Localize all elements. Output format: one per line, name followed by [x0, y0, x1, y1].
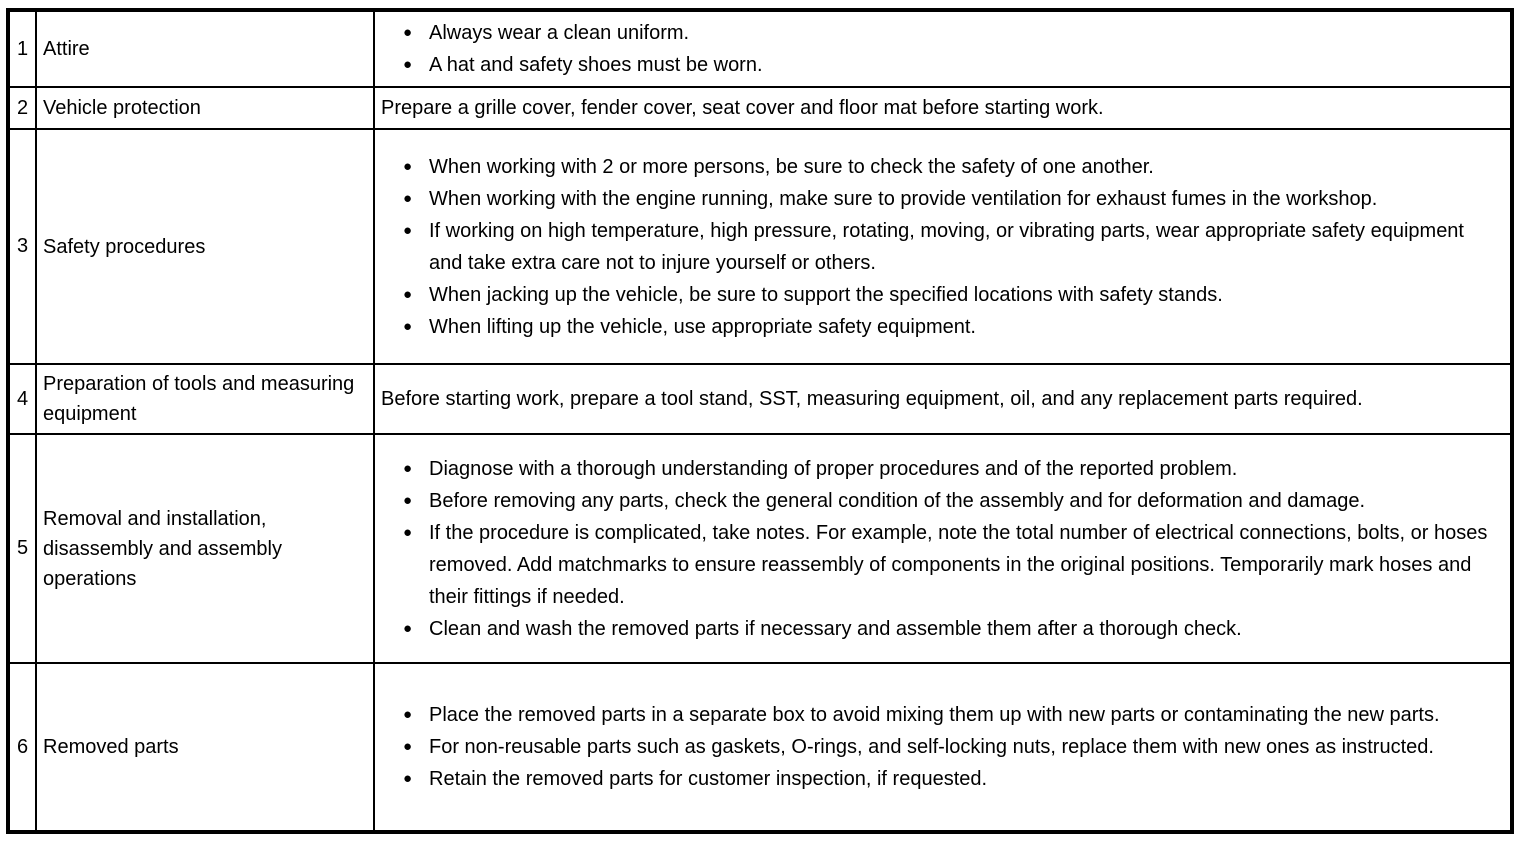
bullet-text: When lifting up the vehicle, use appropriate safety equipment.	[429, 315, 976, 338]
topic-cell: Vehicle protection	[37, 88, 375, 128]
bullet-item	[375, 453, 1504, 485]
row-number-cell: 1	[10, 12, 37, 86]
topic-cell: Attire	[37, 12, 375, 86]
description-cell	[375, 12, 1510, 86]
bullet-icon: ●	[403, 770, 413, 787]
topic-cell: Preparation of tools and measuring equipment	[37, 365, 375, 433]
description-text: Prepare a grille cover, fender cover, seat cover and floor mat before starting work.	[381, 97, 1104, 119]
table-row	[10, 365, 1510, 435]
bullet-item	[375, 699, 1504, 731]
bullet-item	[375, 49, 1504, 81]
description-text: Before starting work, prepare a tool stand, SST, measuring equipment, oil, and any replacement parts required.	[381, 388, 1363, 410]
bullet-icon: ●	[403, 56, 413, 73]
bullet-item	[375, 279, 1504, 311]
bullet-text: A hat and safety shoes must be worn.	[429, 54, 763, 76]
bullet-icon: ●	[403, 706, 413, 723]
bullet-text: Place the removed parts in a separate box to avoid mixing them up with new parts or contaminating the new parts.	[429, 704, 1440, 726]
description-cell	[375, 130, 1510, 363]
table-row	[10, 12, 1510, 88]
bullet-icon: ●	[403, 619, 413, 637]
bullet-text: If the procedure is complicated, take notes. For example, note the total number of electrical connections, bolts, or hoses removed. Add matchmarks to ensure reassembly of components in the original positions. Temporarily mark hoses and their fittings if needed.	[429, 521, 1488, 608]
bullet-item	[375, 485, 1504, 517]
description-cell	[375, 365, 1510, 433]
row-number-cell: 2	[10, 88, 37, 128]
description-cell	[375, 88, 1510, 128]
bullet-icon: ●	[403, 738, 413, 755]
description-cell	[375, 435, 1510, 662]
bullet-item	[375, 763, 1504, 795]
bullet-item	[375, 311, 1504, 343]
table-row	[10, 88, 1510, 130]
bullet-text: For non-reusable parts such as gaskets, O-rings, and self-locking nuts, replace them with new ones as instructed.	[429, 736, 1434, 758]
bullet-item	[375, 151, 1504, 183]
table-row	[10, 435, 1510, 664]
row-number-cell: 5	[10, 435, 37, 662]
bullet-icon: ●	[403, 157, 413, 175]
bullet-icon: ●	[403, 24, 413, 41]
bullet-text: Before removing any parts, check the general condition of the assembly and for deformation and damage.	[429, 489, 1366, 512]
bullet-item	[375, 17, 1504, 49]
bullet-text: When jacking up the vehicle, be sure to support the specified locations with safety stands.	[429, 283, 1223, 306]
document-page	[6, 8, 1514, 834]
bullet-text: When working with the engine running, make sure to provide ventilation for exhaust fumes in the workshop.	[429, 187, 1378, 210]
bullet-item	[375, 215, 1504, 279]
bullet-text: Always wear a clean uniform.	[429, 22, 690, 44]
bullet-text: When working with 2 or more persons, be sure to check the safety of one another.	[429, 155, 1154, 178]
bullet-icon: ●	[403, 523, 413, 541]
bullet-text: Diagnose with a thorough understanding of proper procedures and of the reported problem.	[429, 457, 1238, 480]
bullet-item	[375, 613, 1504, 645]
bullet-item	[375, 183, 1504, 215]
topic-cell: Removal and installation, disassembly and assembly operations	[37, 435, 375, 662]
bullet-icon: ●	[403, 285, 413, 303]
bullet-icon: ●	[403, 317, 413, 335]
bullet-text: Clean and wash the removed parts if necessary and assemble them after a thorough check.	[429, 617, 1242, 640]
work-preparation-table	[6, 8, 1514, 834]
description-cell	[375, 664, 1510, 830]
topic-cell: Removed parts	[37, 664, 375, 830]
row-number-cell: 3	[10, 130, 37, 363]
topic-cell: Safety procedures	[37, 130, 375, 363]
table-row	[10, 130, 1510, 365]
table-row	[10, 664, 1510, 830]
bullet-icon: ●	[403, 459, 413, 477]
bullet-item	[375, 731, 1504, 763]
bullet-item	[375, 517, 1504, 613]
row-number-cell: 6	[10, 664, 37, 830]
row-number-cell: 4	[10, 365, 37, 433]
bullet-icon: ●	[403, 491, 413, 509]
bullet-text: Retain the removed parts for customer inspection, if requested.	[429, 768, 988, 790]
bullet-text: If working on high temperature, high pressure, rotating, moving, or vibrating parts, wear appropriate safety equipment and take extra care not to injure yourself or others.	[429, 219, 1464, 274]
bullet-icon: ●	[403, 221, 413, 239]
bullet-icon: ●	[403, 189, 413, 207]
